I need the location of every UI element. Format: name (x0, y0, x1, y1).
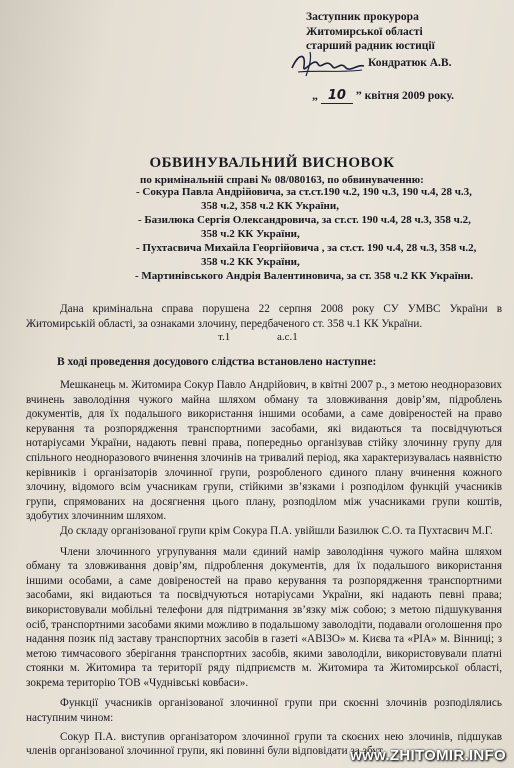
approval-date (312, 88, 454, 104)
paragraph: До складу організованої групи крім Сокура П.А. увійшли Базилюк С.О. та Пухтасвич М.Г. (60, 524, 493, 537)
intro-text: Дана кримінальна справа порушена 22 серпня 2008 року СУ УМВС України в Житомирській області, за ознаками злочину, передбаченого ст. 358 ч.1 КК України. (26, 303, 502, 330)
accused-line: - Сокура Павла Андрійовича, за ст.ст.190 ч.2, 190 ч.3, 190 ч.4, 28 ч.3, (136, 186, 472, 198)
volume-tome: т.1 (218, 331, 231, 343)
approval-region: Житомирської області (306, 25, 423, 38)
site-watermark: www.ZHITOMIR.INFO (350, 747, 506, 764)
accused-line: - Пухтасвича Михайла Георгійовича , за ст.ст. 190 ч.4, 28 ч.3, 358 ч.2, (136, 242, 477, 254)
date-open-quote: „ (312, 88, 318, 102)
accused-line: 358 ч.2 КК України, (201, 228, 300, 240)
paragraph: Члени злочинного угрупування мали єдиний намір заволодіння чужого майна шляхом обману та зловживання довір’ям, підроблення документів, для їх подальшого використання іншими особами, а саме довіреностей на право керування та розпорядження транспортними засобами, які видаються та посвідчуються нотаріусами України, які надають певні права; використовували мобільні телефони для підтримання зв’язку між собою; з метою підшукування осіб, транспортними засобами якими можливо в подальшому заволодіти, подавали оголошення про надання позик під заставу транспортних засобів в газеті «АВІЗО» м. Києва та «РІА» м. Вінниці; з метою тимчасового зберігання транспортних засобів, якими заволоділи, використовували платні стоянки м. Житомира та території ряду підприємств м. Житомира та Житомирської області, зокрема територію ТОВ «Чуднівські ковбаси». (26, 545, 502, 689)
volume-page: а.с.1 (276, 331, 298, 343)
paragraph: Сокур П.А. виступив організатором злочинної групи та скоєних нею злочинів, підшукав членів організованої злочинної групи, які повинні були відповідати за збут (26, 730, 502, 758)
approval-position: Заступник прокурора (306, 11, 419, 23)
accused-line: 358 ч.2, 358 ч.2 КК України, (201, 200, 339, 212)
approval-rank: старший радник юстиції (306, 40, 435, 52)
signatory-name: Кондратюк А.В. (368, 57, 452, 69)
paragraph: Мешканець м. Житомира Сокур Павло Андрійович, в квітні 2007 р., з метою неодноразових вчинень заволодіння чужого майна шляхом обману та зловживання довір’ям, підроблень документів, для їх подальшого використання іншими особами, а саме довіреностей на право керування та розпорядження транспортними засобами, які видаються та посвідчуються нотаріусами України, надають певні права, попередньо організував стійку злочинну групу для спільного неодноразового вчинення злочинів на тривалий період, яка характеризувалась наявністю керівників і організаторів злочинної групи, розробленого єдиного плану вчинення кожного злочину, відомого всім учасникам групи, стійкими зв’язками і розподілом функцій учасників групи, спрямованих на досягнення цього плану, розподілом між учасниками групи коштів, здобутих злочинним шляхом. (26, 379, 502, 523)
body-paragraphs (26, 378, 502, 759)
intro-paragraph (26, 302, 502, 331)
section-heading: В ході проведення досудового слідства встановлено наступне: (57, 356, 377, 368)
accused-line: - Базилюка Сергія Олександровича, за ст.ст. 190 ч.4, 28 ч.3, 358 ч.2, (138, 214, 471, 226)
date-month-year: квітня 2009 року. (364, 90, 454, 102)
handwritten-signature (288, 46, 368, 82)
date-day: 10 (321, 88, 353, 104)
case-subtitle: по кримінальній справі № 08/080163, по обвинуваченню: (140, 174, 424, 186)
accused-line: - Мартинівського Андрія Валентиновича, за ст. 358 ч.2 КК України. (135, 270, 474, 282)
volume-reference (218, 331, 342, 343)
date-close-quote: ” (355, 88, 362, 102)
paragraph: Функції учасників організованої злочинної групи при скоєнні злочинів розподілялись наступним чином: (26, 697, 502, 725)
accused-line: 358 ч.2 КК України, (201, 256, 300, 268)
document-title: ОБВИНУВАЛЬНИЙ ВИСНОВОК (149, 155, 395, 171)
